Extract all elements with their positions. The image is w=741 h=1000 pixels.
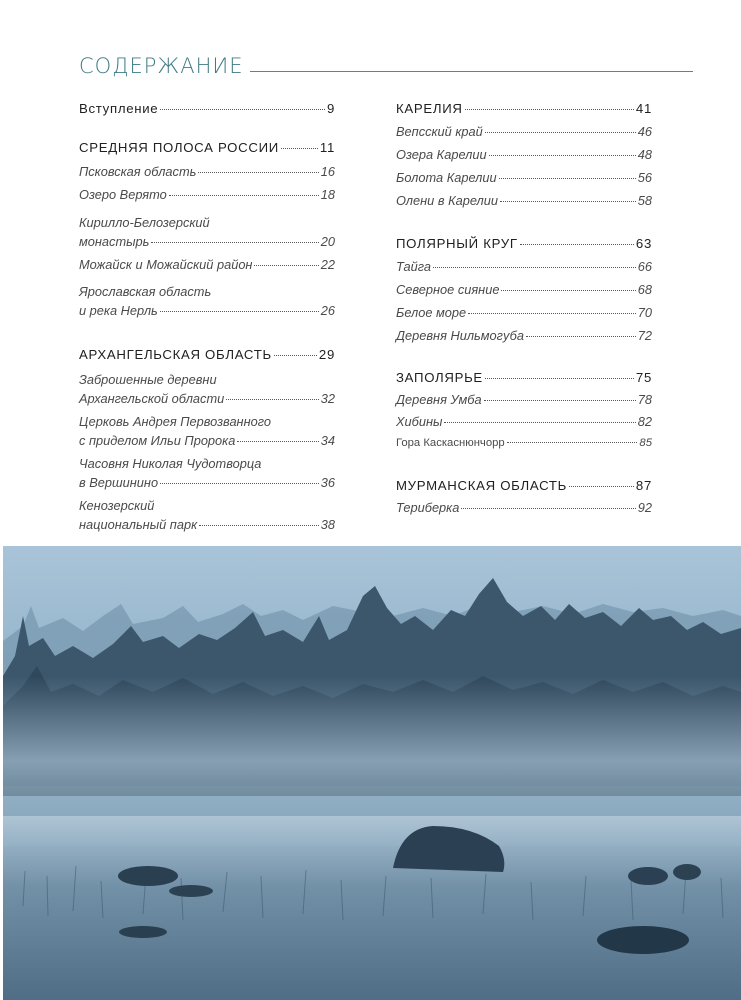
entry-title: в Вершинино: [79, 475, 159, 490]
entry-page: 38: [320, 517, 335, 532]
leader-dots: [160, 483, 319, 484]
entry-page: 36: [320, 475, 335, 490]
section-title: МУРМАНСКАЯ ОБЛАСТЬ: [396, 478, 567, 493]
entry-title: и река Нерль: [79, 303, 158, 318]
toc-entry[interactable]: [79, 454, 335, 492]
section-page: 87: [635, 478, 652, 493]
leader-dots: [485, 378, 634, 379]
entry-title-line1: Ярославская область: [79, 284, 212, 299]
entry-title: Белое море: [396, 305, 467, 320]
leader-dots: [484, 400, 636, 401]
entry-title: Олени в Карелии: [396, 193, 499, 208]
entry-title-line1: Заброшенные деревни: [79, 372, 217, 387]
leader-dots: [461, 508, 635, 509]
toc-section-karelia[interactable]: [396, 99, 652, 118]
toc-entry[interactable]: [396, 303, 652, 322]
leader-dots: [526, 336, 636, 337]
entry-title: Гора Каскаснюнчорр: [396, 437, 505, 449]
toc-entry[interactable]: [79, 255, 335, 274]
toc-entry[interactable]: [396, 257, 652, 276]
leader-dots: [489, 155, 636, 156]
leader-dots: [500, 201, 636, 202]
entry-title: Тайга: [396, 259, 432, 274]
contents-header: [79, 48, 693, 78]
entry-title: монастырь: [79, 234, 150, 249]
entry-page: 85: [639, 437, 652, 449]
toc-entry-intro[interactable]: [79, 99, 335, 118]
section-title: ПОЛЯРНЫЙ КРУГ: [396, 236, 518, 251]
entry-page: 22: [320, 257, 335, 272]
toc-entry[interactable]: [396, 498, 652, 517]
misty-forest-lake-photo: [3, 546, 741, 1000]
leader-dots: [169, 195, 319, 196]
leader-dots: [520, 244, 634, 245]
entry-page: 34: [320, 433, 335, 448]
section-page: 75: [635, 370, 652, 385]
entry-page: 92: [637, 500, 652, 515]
entry-page: 46: [637, 124, 652, 139]
toc-entry[interactable]: [79, 370, 335, 408]
entry-title: Псковская область: [79, 164, 197, 179]
entry-page: 72: [637, 328, 652, 343]
leader-dots: [485, 132, 636, 133]
section-title: ЗАПОЛЯРЬЕ: [396, 370, 483, 385]
leader-dots: [151, 242, 318, 243]
leader-dots: [569, 486, 634, 487]
title-rule: [250, 71, 693, 72]
entry-title: Вепсский край: [396, 124, 483, 139]
toc-right-column: [396, 96, 652, 517]
toc-entry[interactable]: [396, 191, 652, 210]
leader-dots: [465, 109, 634, 110]
toc-entry[interactable]: [79, 213, 335, 251]
toc-entry[interactable]: [396, 412, 652, 431]
section-page: 63: [635, 236, 652, 251]
leader-dots: [468, 313, 636, 314]
leader-dots: [274, 355, 317, 356]
entry-title: Хибины: [396, 414, 443, 429]
leader-dots: [254, 265, 318, 266]
entry-page: 66: [637, 259, 652, 274]
section-title: КАРЕЛИЯ: [396, 101, 463, 116]
entry-title: национальный парк: [79, 517, 198, 532]
toc-section-polar-circle[interactable]: [396, 234, 652, 253]
entry-title: Болота Карелии: [396, 170, 497, 185]
entry-page: 48: [637, 147, 652, 162]
leader-dots: [199, 525, 319, 526]
entry-title: с приделом Ильи Пророка: [79, 433, 236, 448]
entry-page: 70: [637, 305, 652, 320]
entry-page: 82: [637, 414, 652, 429]
toc-entry[interactable]: [79, 412, 335, 450]
toc-section-central-russia[interactable]: [79, 138, 335, 157]
toc-entry[interactable]: [79, 162, 335, 181]
toc-entry[interactable]: [79, 282, 335, 320]
entry-page: 16: [320, 164, 335, 179]
entry-title: Деревня Нильмогуба: [396, 328, 524, 343]
section-title: АРХАНГЕЛЬСКАЯ ОБЛАСТЬ: [79, 347, 272, 362]
entry-title: Озера Карелии: [396, 147, 487, 162]
entry-title-line1: Часовня Николая Чудотворца: [79, 456, 262, 471]
entry-title: Архангельской области: [79, 391, 225, 406]
entry-page: 9: [326, 101, 335, 116]
entry-title-line1: Церковь Андрея Первозванного: [79, 414, 272, 429]
section-page: 29: [318, 347, 335, 362]
leader-dots: [281, 148, 318, 149]
section-title: СРЕДНЯЯ ПОЛОСА РОССИИ: [79, 140, 279, 155]
entry-page: 18: [320, 187, 335, 202]
leader-dots: [444, 422, 635, 423]
toc-section-murmansk[interactable]: [396, 476, 652, 495]
entry-title: Можайск и Можайский район: [79, 257, 253, 272]
toc-entry[interactable]: [396, 390, 652, 409]
toc-entry[interactable]: [396, 434, 652, 453]
leader-dots: [237, 441, 318, 442]
entry-page: 26: [320, 303, 335, 318]
toc-left-column: [79, 96, 335, 534]
entry-page: 58: [637, 193, 652, 208]
section-page: 41: [635, 101, 652, 116]
leader-dots: [507, 442, 638, 443]
leader-dots: [198, 172, 318, 173]
toc-entry[interactable]: [79, 496, 335, 534]
toc-entry[interactable]: [396, 122, 652, 141]
entry-title: Северное сияние: [396, 282, 500, 297]
entry-page: 32: [320, 391, 335, 406]
section-page: 11: [319, 140, 335, 155]
toc-entry[interactable]: [396, 168, 652, 187]
leader-dots: [501, 290, 635, 291]
entry-page: 78: [637, 392, 652, 407]
entry-title: Вступление: [79, 101, 159, 116]
toc-entry[interactable]: [396, 280, 652, 299]
leader-dots: [160, 109, 325, 110]
leader-dots: [433, 267, 636, 268]
toc-entry[interactable]: [396, 326, 652, 345]
leader-dots: [160, 311, 319, 312]
entry-page: 20: [320, 234, 335, 249]
entry-title-line1: Кирилло-Белозерский: [79, 215, 210, 230]
leader-dots: [226, 399, 319, 400]
entry-page: 56: [637, 170, 652, 185]
toc-entry[interactable]: [79, 185, 335, 204]
leader-dots: [499, 178, 636, 179]
page-title: СОДЕРЖАНИЕ: [79, 54, 244, 78]
entry-title: Озеро Верято: [79, 187, 167, 202]
entry-title-line1: Кенозерский: [79, 498, 155, 513]
toc-section-zapolyarye[interactable]: [396, 368, 652, 387]
entry-title: Деревня Умба: [396, 392, 482, 407]
entry-title: Териберка: [396, 500, 460, 515]
entry-page: 68: [637, 282, 652, 297]
toc-section-arkhangelsk[interactable]: [79, 345, 335, 364]
toc-entry[interactable]: [396, 145, 652, 164]
